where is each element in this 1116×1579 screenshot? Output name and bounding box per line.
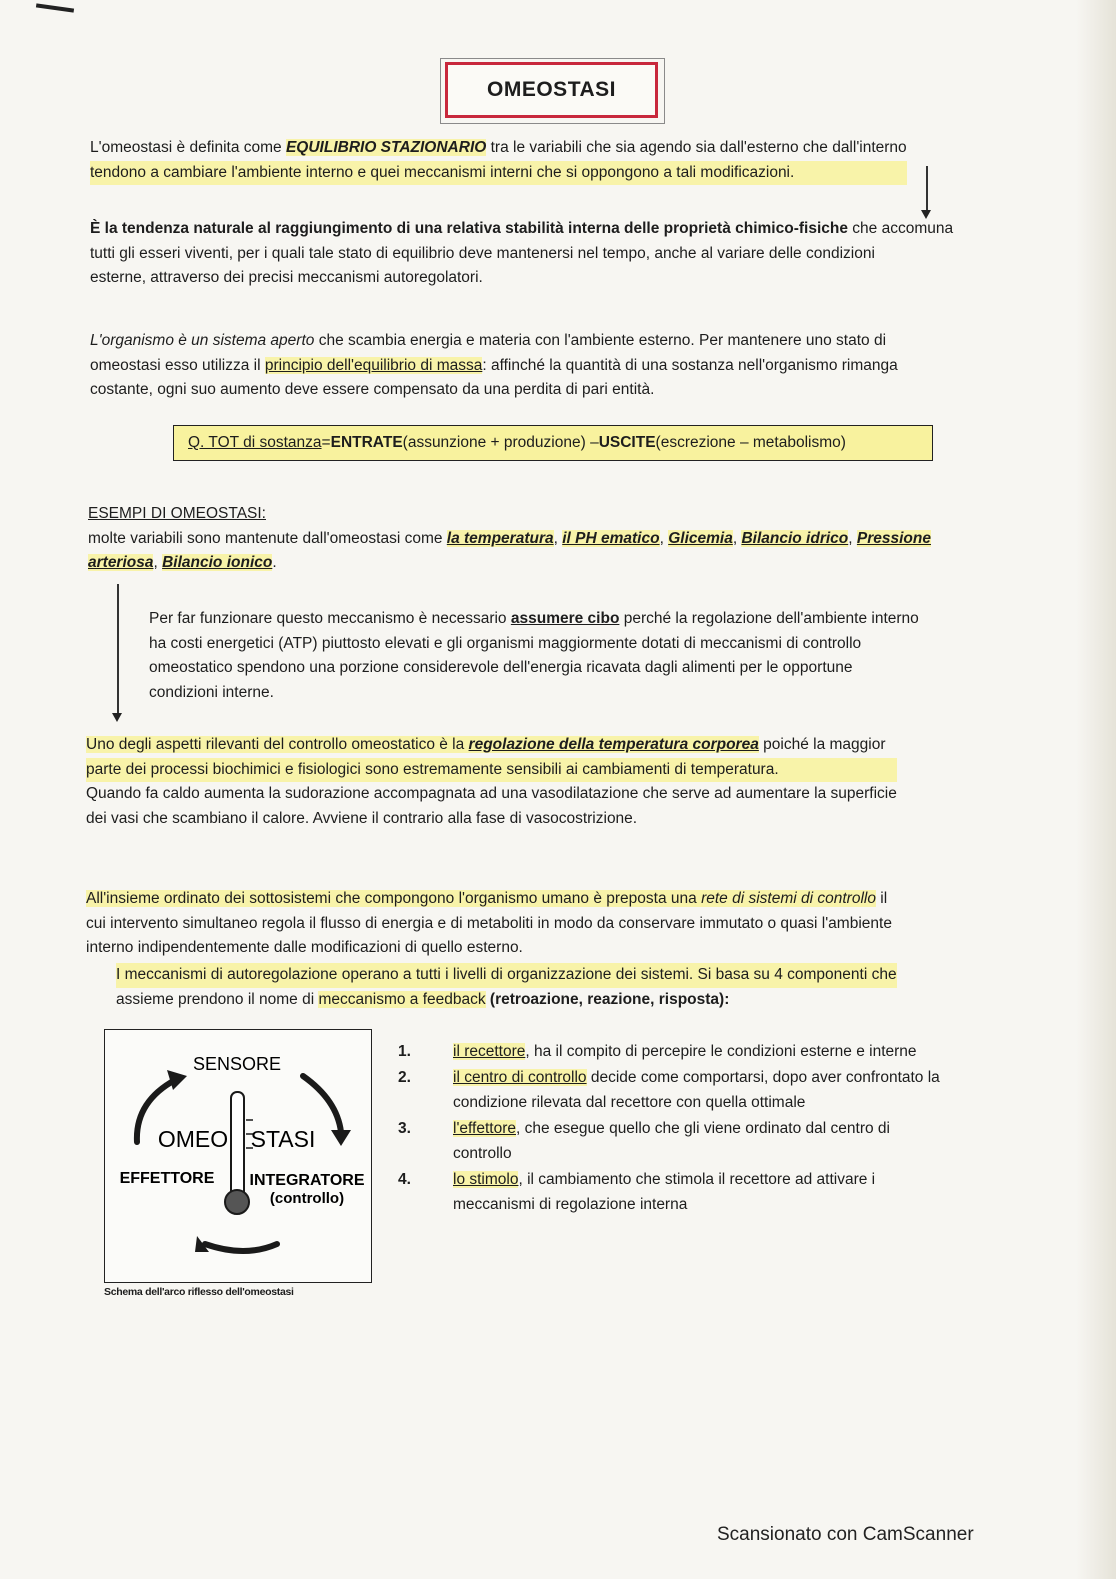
page-title: OMEOSTASI — [445, 62, 658, 118]
feedback-term: meccanismo a feedback — [318, 990, 486, 1008]
right-arrow-head-icon — [331, 1130, 351, 1146]
open-system-paragraph: L'organismo è un sistema aperto che scambia energia e materia con l'ambiente esterno. Per mantenere uno stato di omeostasi esso utilizza il principio dell'equilibrio di massa: affinché la quantità di una sostanza nell'organismo rimanga costante, ogni suo aumento deve essere compensato da una perdita di pari entità. — [90, 332, 898, 398]
energy-arrow-line — [117, 584, 119, 714]
equilibrio-stazionario-term: EQUILIBRIO STAZIONARIO — [285, 139, 487, 156]
energy-paragraph: Per far funzionare questo meccanismo è necessario assumere cibo perché la regolazione dell'ambiente interno ha costi energetici (ATP) piuttosto elevati e gli organismi maggiormente dotati di meccanismi di controllo omeostatico spendono una porzione considerevole dell'energia ricavata dagli alimenti per le opportune condizioni interne. — [149, 610, 919, 701]
intro-paragraph: L'omeostasi è definita come EQUILIBRIO STAZIONARIO tra le variabili che sia agendo sia dall'esterno che dall'interno tendono a cambiare l'ambiente interno e quei meccanismi interni che si oppongono a tali modificazioni. — [90, 136, 907, 185]
assumere-cibo-term: assumere cibo — [510, 610, 620, 627]
corner-pen-mark — [36, 3, 74, 12]
diagram-caption: Schema dell'arco riflesso dell'omeostasi — [104, 1286, 294, 1298]
effettore-label: EFFETTORE — [119, 1170, 215, 1187]
right-curved-arrow — [303, 1076, 341, 1132]
feedback-paragraph: I meccanismi di autoregolazione operano a tutti i livelli di organizzazione dei sistemi. Si basa su 4 componenti che assieme prendono il nome di meccanismo a feedback (retroazione, reazione, risposta): — [116, 963, 897, 1012]
thermometer-bulb-icon — [225, 1190, 249, 1214]
rete-controllo-term: rete di sistemi di controllo — [701, 890, 876, 907]
energy-arrow-head — [112, 713, 122, 722]
examples-section: ESEMPI DI OMEOSTASI: molte variabili sono mantenute dall'omeostasi come la temperatura, il PH ematico, Glicemia, Bilancio idrico, Pressione arteriosa, Bilancio ionico. — [88, 505, 931, 571]
left-arrow-head-icon — [167, 1070, 187, 1090]
sensore-label: SENSORE — [192, 1054, 282, 1074]
feedback-components-list — [398, 1039, 940, 1218]
homeostasis-diagram — [104, 1029, 372, 1283]
integratore-label: INTEGRATORE — [249, 1172, 365, 1189]
mass-balance-formula: Q. TOT di sostanza = ENTRATE (assunzione + produzione) – USCITE (escrezione – metabolismo) — [173, 425, 933, 461]
list-item: 4. lo stimolo, il cambiamento che stimola il recettore ad attivare i meccanismi di regolazione interna — [398, 1170, 876, 1213]
thermometer-tube — [231, 1092, 244, 1204]
bottom-curved-arrow — [205, 1244, 277, 1251]
equilibrio-massa-term: principio dell'equilibrio di massa — [264, 356, 483, 374]
camscanner-footer: Scansionato con CamScanner — [717, 1524, 974, 1545]
list-item: 1. il recettore, ha il compito di percepire le condizioni esterne e interne — [398, 1043, 917, 1060]
homeostasis-diagram-svg — [105, 1030, 373, 1284]
controllo-label: (controllo) — [269, 1190, 345, 1207]
list-item: 2. il centro di controllo decide come comportarsi, dopo aver confrontato la condizione rilevata dal recettore con quella ottimale — [398, 1068, 940, 1111]
examples-heading: ESEMPI DI OMEOSTASI: — [88, 505, 266, 522]
regolazione-temperatura-term: regolazione della temperatura corporea — [468, 736, 759, 753]
omeo-label: OMEO — [157, 1126, 229, 1152]
control-paragraph: All'insieme ordinato dei sottosistemi che compongono l'organismo umano è preposta una rete di sistemi di controllo il cui intervento simultaneo regola il flusso di energia e di metaboliti in modo da conservare immutato o quasi l'ambiente interno indipendentemente dalle modificazioni di quello esterno. — [86, 890, 892, 956]
temperature-paragraph: Uno degli aspetti rilevanti del controllo omeostatico è la regolazione della temperatura corporea poiché la maggior parte dei processi biochimici e fisiologici sono estremamente sensibili ai cambiamenti di temperatura. Quando fa caldo aumenta la sudorazione accompagnata ad una vasodilatazione che serve ad aumentare la superficie dei vasi che scambiano il calore. Avviene il contrario alla fase di vasocostrizione. — [86, 736, 897, 827]
scan-edge-shadow — [1076, 0, 1116, 1579]
tendency-paragraph: È la tendenza naturale al raggiungimento di una relativa stabilità interna delle proprietà chimico-fisiche che accomuna tutti gli esseri viventi, per i quali tale stato di equilibrio deve mantenersi nel tempo, anche al variare delle condizioni esterne, attraverso dei precisi meccanismi autoregolatori. — [90, 220, 954, 286]
intro-arrow-line — [926, 166, 928, 212]
stasi-label: STASI — [250, 1126, 316, 1152]
list-item: 3. l'effettore, che esegue quello che gli viene ordinato dal centro di controllo — [398, 1119, 890, 1162]
